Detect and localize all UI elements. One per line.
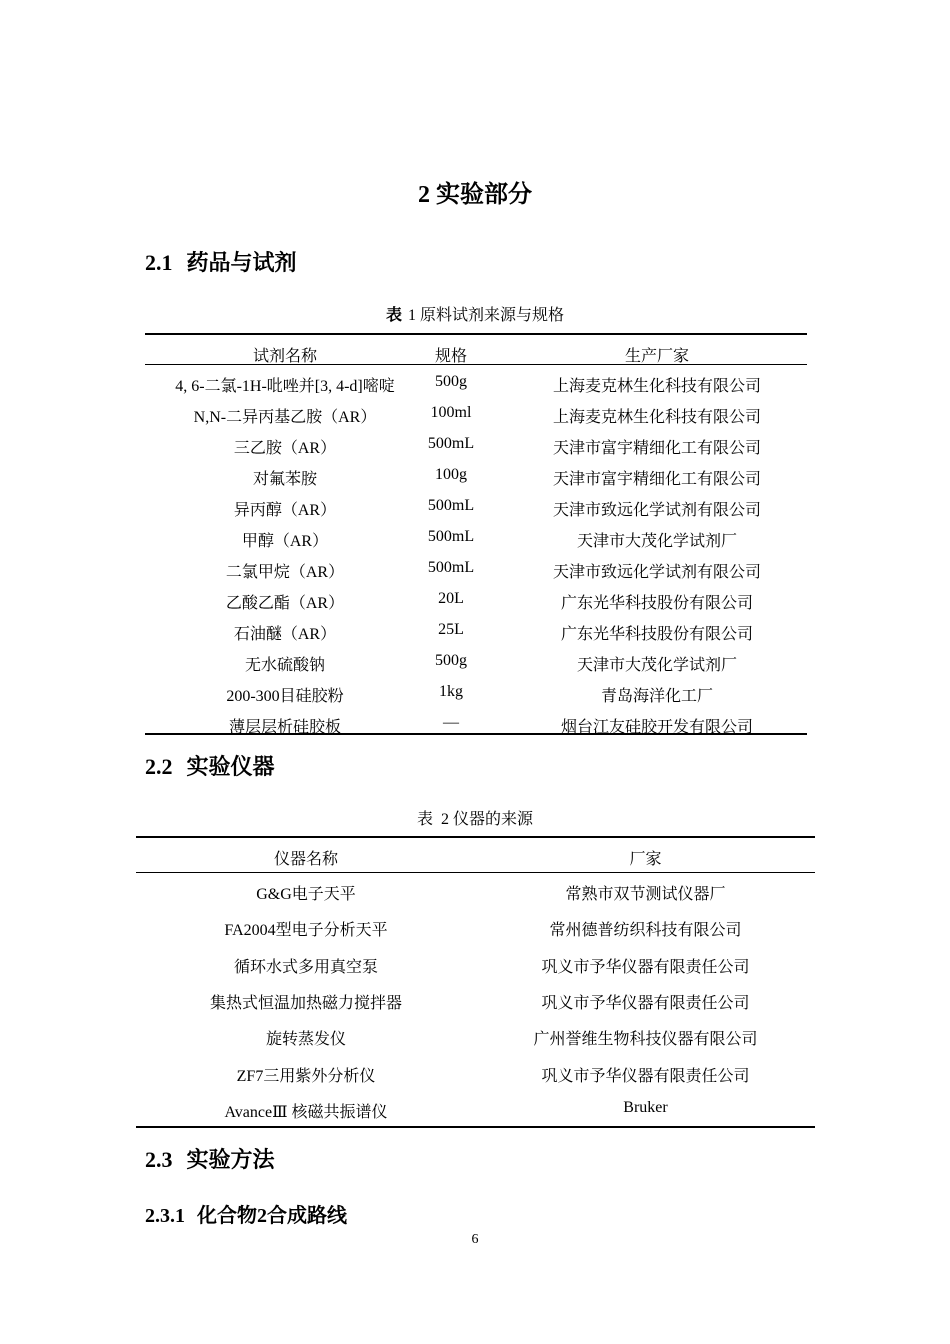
table-top-rule [136, 836, 815, 838]
table2-cell: 旋转蒸发仪 [265, 1031, 346, 1049]
table2-cell: ZF7三用紫外分析仪 [236, 1067, 376, 1085]
table1-cell: 500mL [427, 528, 475, 545]
table2-label: 表 [416, 811, 433, 828]
table1-cell: 上海麦克林生化科技有限公司 [552, 409, 761, 426]
section-title: 实验仪器 [186, 754, 275, 779]
table2-cell: 巩义市予华仪器有限责任公司 [541, 958, 750, 976]
table1-cell: 20L [438, 590, 464, 607]
table1-cell: 二氯甲烷（AR） [225, 564, 345, 581]
table1-cell: 天津市大茂化学试剂厂 [576, 657, 737, 674]
section-heading-2-1 [145, 246, 297, 277]
table1-cell: 天津市富宇精细化工有限公司 [552, 471, 761, 488]
header-cell: 生产厂家 [624, 348, 689, 365]
table-bottom-rule [136, 1126, 815, 1128]
table2-cell: G&G电子天平 [256, 886, 356, 903]
header-cell: 规格 [434, 348, 467, 365]
table-top-rule [145, 333, 807, 335]
table2-cell: Bruker [623, 1098, 668, 1116]
table1-caption-text: 1 原料试剂来源与规格 [408, 307, 565, 324]
table1-cell: 500mL [427, 559, 475, 576]
table1-cell: 500g [435, 373, 467, 390]
section-heading-2-3 [145, 1143, 275, 1174]
table1-caption [0, 302, 950, 325]
table2-cell: 巩义市予华仪器有限责任公司 [541, 1067, 750, 1085]
subsection-number: 2.3.1 [145, 1205, 185, 1227]
table1-cell: 广东光华科技股份有限公司 [560, 626, 753, 643]
table1-cell: 天津市致远化学试剂有限公司 [552, 564, 761, 581]
table2-cell: 广州誉维生物科技仪器有限公司 [533, 1031, 758, 1049]
table2-cell: 循环水式多用真空泵 [233, 958, 378, 976]
section-number: 2.1 [145, 250, 173, 275]
section-number: 2.3 [145, 1147, 173, 1172]
table2-cell: AvanceⅢ 核磁共振谱仪 [224, 1103, 388, 1121]
table1-cell: 广东光华科技股份有限公司 [560, 595, 753, 612]
table2-cell: FA2004型电子分析天平 [224, 922, 388, 940]
table1-cell: 对氟苯胺 [252, 471, 317, 488]
chapter-title: 2 实验部分 [418, 182, 532, 208]
table1-cell: 4, 6-二氯-1H-吡唑并[3, 4-d]嘧啶 [175, 378, 395, 395]
table1-cell: — [443, 714, 459, 731]
table1-cell: 无水硫酸钠 [244, 657, 325, 674]
table1-label: 表 [385, 307, 402, 324]
reagent-table [145, 333, 807, 735]
subsection-heading-2-3-1 [145, 1199, 347, 1228]
table1-cell: 天津市大茂化学试剂厂 [576, 533, 737, 550]
table2-caption-text: 2 仪器的来源 [441, 811, 534, 828]
table1-cell: 上海麦克林生化科技有限公司 [552, 378, 761, 395]
table1-cell: 异丙醇（AR） [233, 502, 337, 519]
table1-cell: N,N-二异丙基乙胺（AR） [193, 409, 377, 426]
header-cell: 仪器名称 [273, 851, 338, 868]
table2-cell: 常熟市双节测试仪器厂 [565, 886, 726, 903]
table1-cell: 200-300目硅胶粉 [226, 688, 344, 705]
table2-cell: 巩义市予华仪器有限责任公司 [541, 994, 750, 1012]
table1-cell: 三乙胺（AR） [233, 440, 337, 457]
table1-cell: 25L [438, 621, 464, 638]
table1-cell: 乙酸乙酯（AR） [225, 595, 345, 612]
header-cell: 试剂名称 [252, 348, 317, 365]
subsection-title: 化合物2合成路线 [197, 1205, 347, 1227]
table1-cell: 500mL [427, 497, 475, 514]
header-cell: 厂家 [629, 851, 662, 868]
table1-cell: 烟台江友硅胶开发有限公司 [560, 719, 753, 736]
table2-cell: 集热式恒温加热磁力搅拌器 [209, 994, 402, 1012]
table1-cell: 天津市致远化学试剂有限公司 [552, 502, 761, 519]
table1-cell: 100g [435, 466, 467, 483]
table1-cell: 1kg [439, 683, 463, 700]
table-header-rule [136, 872, 815, 873]
section-title: 实验方法 [186, 1147, 275, 1172]
section-number: 2.2 [145, 754, 173, 779]
table1-cell: 石油醚（AR） [233, 626, 337, 643]
table1-cell: 薄层层析硅胶板 [228, 719, 341, 736]
section-title: 药品与试剂 [186, 250, 297, 275]
table1-cell: 甲醇（AR） [241, 533, 329, 550]
table1-cell: 500mL [427, 435, 475, 452]
table1-cell: 天津市富宇精细化工有限公司 [552, 440, 761, 457]
section-heading-2-2 [145, 750, 275, 781]
table1-cell: 100ml [430, 404, 472, 421]
table1-cell: 青岛海洋化工厂 [600, 688, 713, 705]
page-number: 6 [471, 1232, 479, 1247]
table1-cell: 500g [435, 652, 467, 669]
instrument-table [136, 836, 815, 1128]
table2-caption [0, 806, 950, 829]
table2-cell: 常州德普纺织科技有限公司 [549, 922, 742, 940]
